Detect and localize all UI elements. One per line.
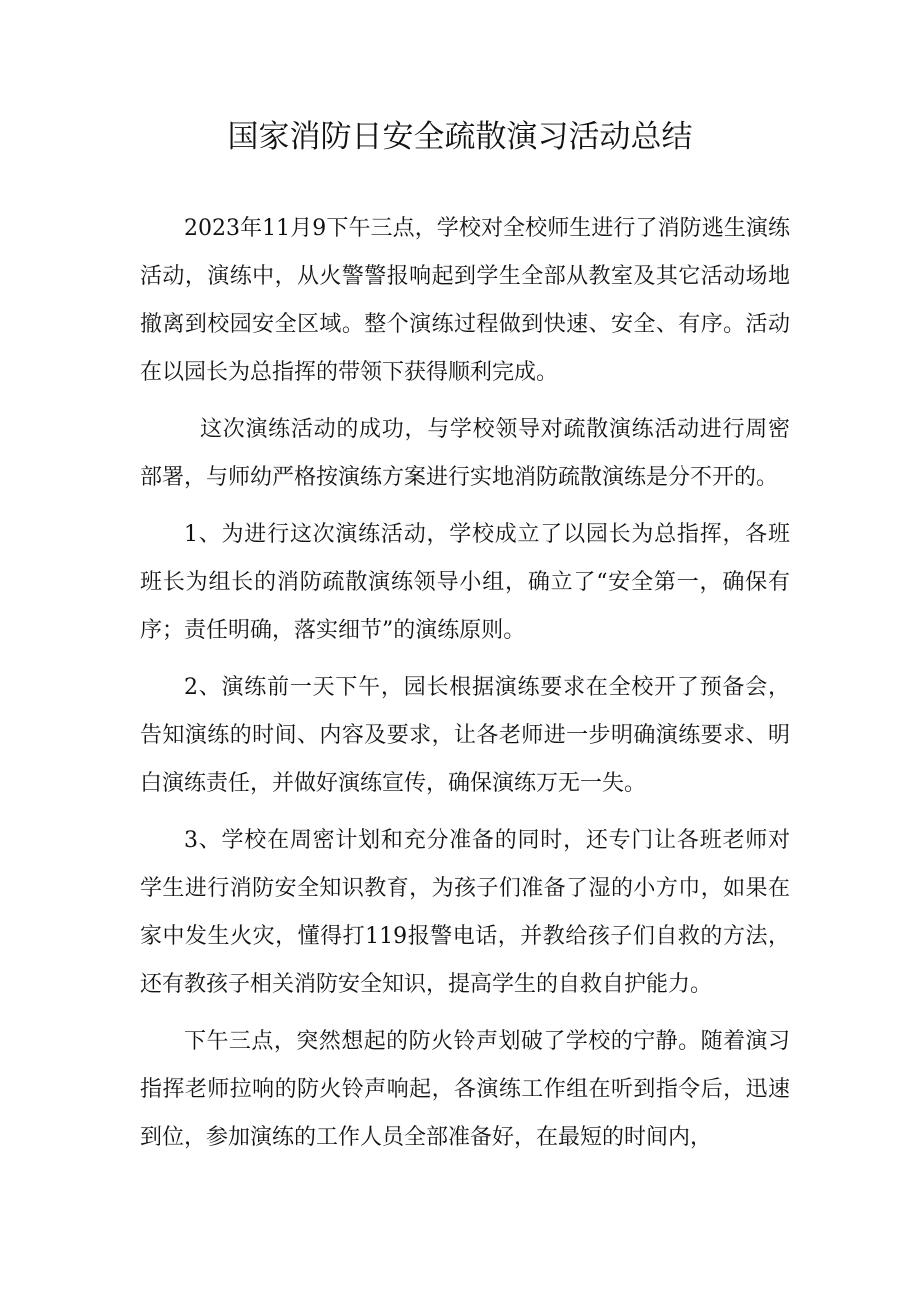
paragraph-5: 3、学校在周密计划和充分准备的同时，还专门让各班老师对学生进行消防安全知识教育，为孩子们准备了湿的小方巾，如果在家中发生火灾，懂得打119报警电话，并教给孩子们自救的方法，还有教孩子相关消防安全知识，提高学生的自救自护能力。 <box>140 828 790 997</box>
document-body <box>140 205 790 1162</box>
paragraph-1: 2023年11月9下午三点，学校对全校师生进行了消防逃生演练活动，演练中，从火警警报响起到学生全部从教室及其它活动场地撤离到校园安全区域。整个演练过程做到快速、安全、有序。活动在以园长为总指挥的带领下获得顺利完成。 <box>140 216 790 385</box>
paragraph-4: 2、演练前一天下午，园长根据演练要求在全校开了预备会，告知演练的时间、内容及要求，让各老师进一步明确演练要求、明白演练责任，并做好演练宣传，确保演练万无一失。 <box>140 675 790 796</box>
paragraph-2: 这次演练活动的成功，与学校领导对疏散演练活动进行周密部署，与师幼严格按演练方案进行实地消防疏散演练是分不开的。 <box>140 417 790 490</box>
paragraph-6: 下午三点，突然想起的防火铃声划破了学校的宁静。随着演习指挥老师拉响的防火铃声响起，各演练工作组在听到指令后，迅速到位，参加演练的工作人员全部准备好，在最短的时间内， <box>140 1029 790 1150</box>
paragraph-3: 1、为进行这次演练活动，学校成立了以园长为总指挥，各班班长为组长的消防疏散演练领导小组，确立了“安全第一，确保有序；责任明确，落实细节”的演练原则。 <box>140 522 790 643</box>
document-title: 国家消防日安全疏散演习活动总结 <box>227 119 693 155</box>
